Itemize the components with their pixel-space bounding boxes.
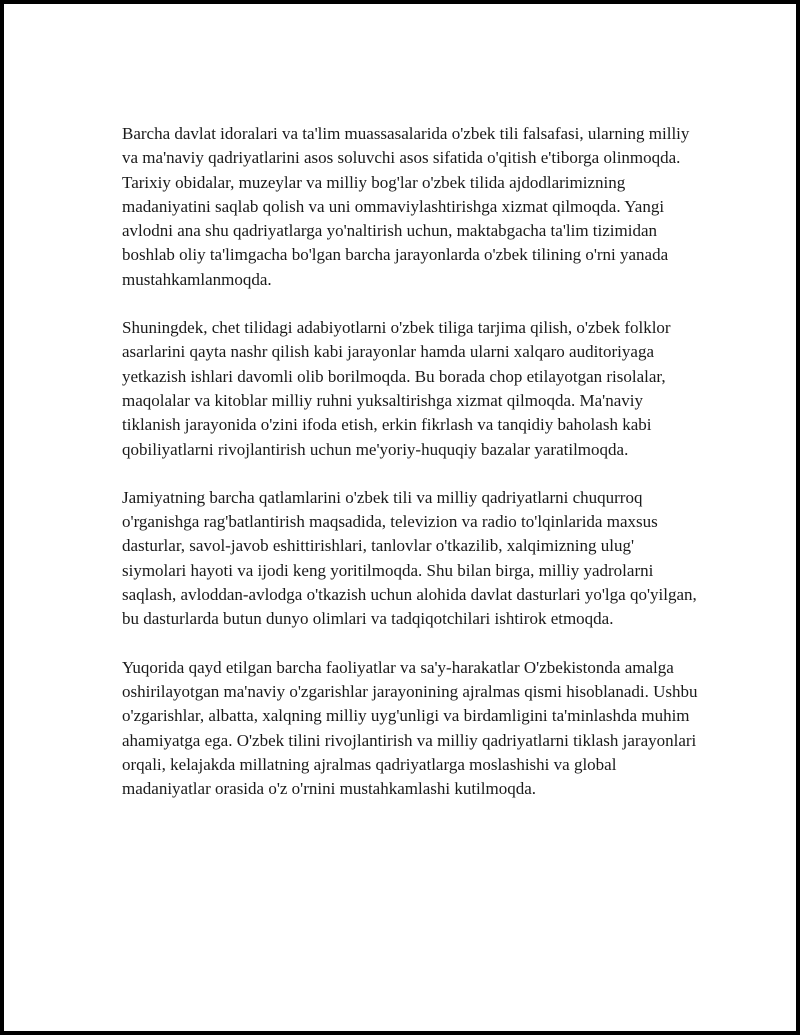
paragraph: Barcha davlat idoralari va ta'lim muassasalarida o'zbek tili falsafasi, ularning milliy va ma'naviy qadriyatlarini asos soluvchi asos sifatida o'qitish e'tiborga olinmoqda. Tarixiy obidalar, muzeylar va milliy bog'lar o'zbek tilida ajdodlarimizning madaniyatini saqlab qolish va uni ommaviylashtirishga xizmat qilmoqda. Yangi avlodni ana shu qadriyatlarga yo'naltirish uchun, maktabgacha ta'lim tizimidan boshlab oliy ta'limgacha bo'lgan barcha jarayonlarda o'zbek tilining o'rni yanada mustahkamlanmoqda. xyxy=(122,124,690,289)
paragraph: Shuningdek, chet tilidagi adabiyotlarni o'zbek tiliga tarjima qilish, o'zbek folklor asarlarini qayta nashr qilish kabi jarayonlar hamda ularni xalqaro auditoriyaga yetkazish ishlari davomli olib borilmoqda. Bu borada chop etilayotgan risolalar, maqolalar va kitoblar milliy ruhni yuksaltirishga xizmat qilmoqda. Ma'naviy tiklanish jarayonida o'zini ifoda etish, erkin fikrlash va tanqidiy baholash kabi qobiliyatlarni rivojlantirish uchun me'yoriy-huquqiy bazalar yaratilmoqda. xyxy=(122,318,671,459)
paragraph: Yuqorida qayd etilgan barcha faoliyatlar va sa'y-harakatlar O'zbekistonda amalga oshirilayotgan ma'naviy o'zgarishlar jarayonining ajralmas qismi hisoblanadi. Ushbu o'zgarishlar, albatta, xalqning milliy uyg'unligi va birdamligini ta'minlashda muhim ahamiyatga ega. O'zbek tilini rivojlantirish va milliy qadriyatlarni tiklash jarayonlari orqali, kelajakda millatning ajralmas qadriyatlarga moslashishi va global madaniyatlar orasida o'z o'rnini mustahkamlashi kutilmoqda. xyxy=(122,657,698,799)
document-body xyxy=(122,122,702,825)
paragraph: Jamiyatning barcha qatlamlarini o'zbek tili va milliy qadriyatlarni chuqurroq o'rganishga rag'batlantirish maqsadida, televizion va radio to'lqinlarida maxsus dasturlar, savol-javob eshittirishlari, tanlovlar o'tkazilib, xalqimizning ulug' siymolari hayoti va ijodi keng yoritilmoqda. Shu bilan birga, milliy yadrolarni saqlash, avloddan-avlodga o'tkazish uchun alohida davlat dasturlari yo'lga qo'yilgan, bu dasturlarda butun dunyo olimlari va tadqiqotchilari ishtirok etmoqda. xyxy=(122,487,697,629)
